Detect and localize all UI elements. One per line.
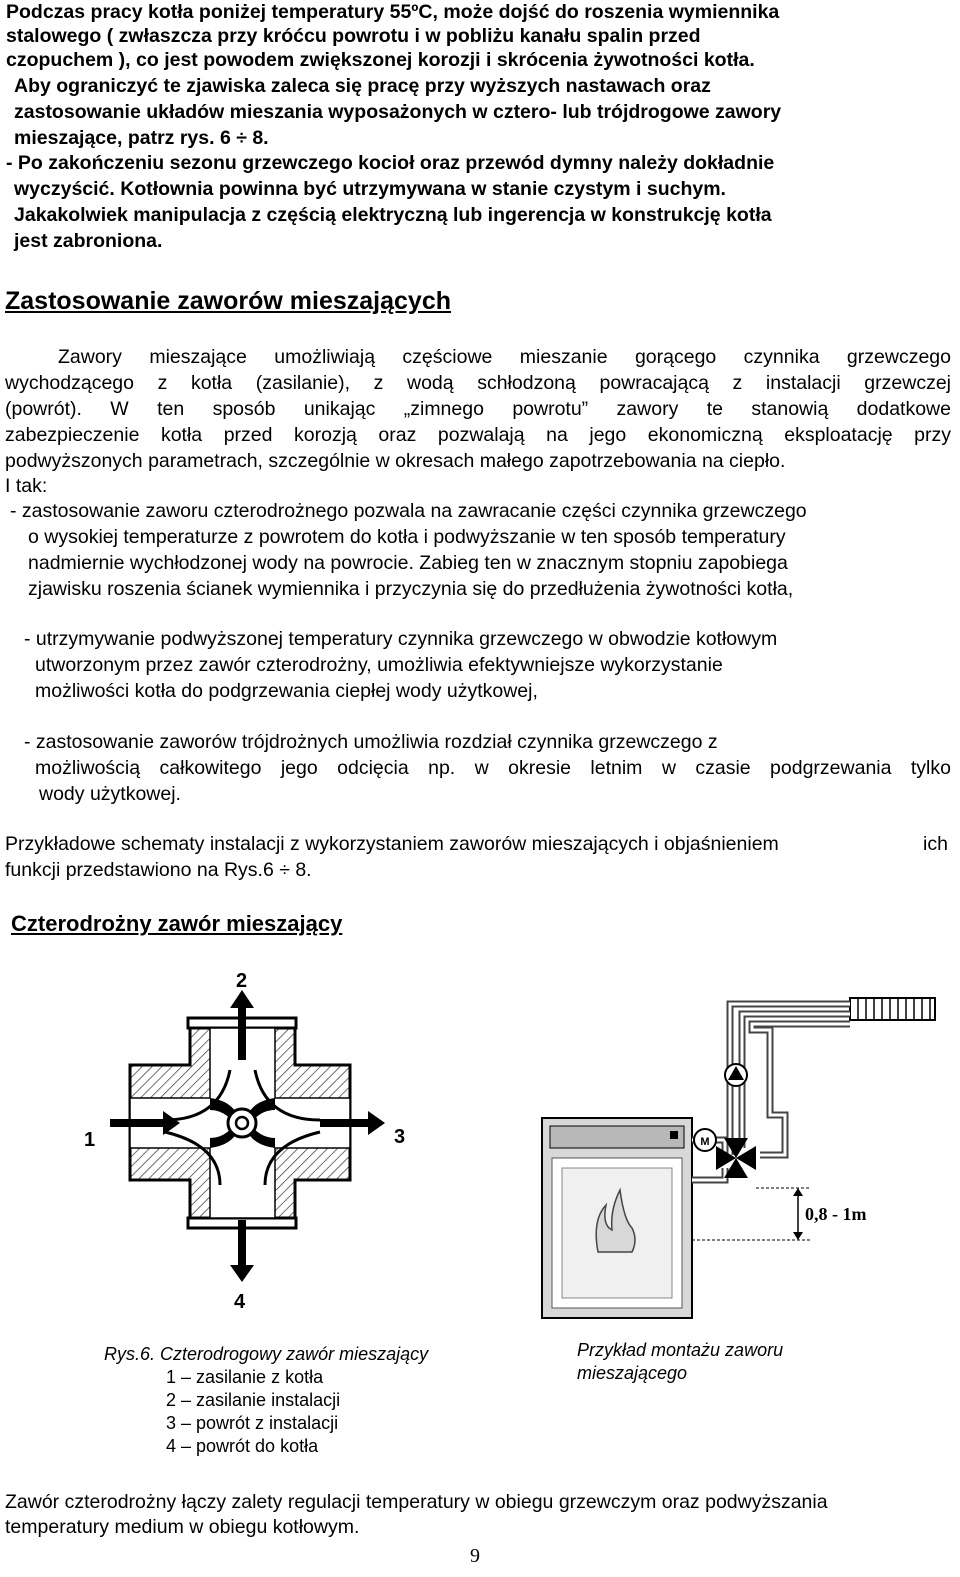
installation-caption: Przykład montażu zaworu [577, 1340, 784, 1360]
intro-line: mieszające, patrz rys. 6 ÷ 8. [14, 127, 269, 149]
paragraph-line: Zawory mieszające umożliwiają częściowe mieszanie gorącego czynnika grzewczego [58, 346, 951, 368]
bullet-line: - zastosowanie zaworów trójdrożnych umożliwia rozdział czynnika grzewczego z [24, 731, 718, 753]
intro-line: czopuchem ), co jest powodem zwiększonej korozji i skrócenia żywotności kotła. [6, 49, 755, 71]
subsection-title: Czterodrożny zawór mieszający [11, 911, 343, 936]
intro-line: wyczyścić. Kotłownia powinna być utrzymywana w stanie czystym i suchym. [14, 178, 726, 200]
intro-line: - Po zakończeniu sezonu grzewczego kocioł oraz przewód dymny należy dokładnie [6, 152, 775, 174]
example-line: funkcji przedstawiono na Rys.6 ÷ 8. [5, 859, 312, 881]
example-line: ich [923, 833, 948, 855]
figure-caption-item: 3 – powrót z instalacji [166, 1413, 339, 1433]
figure-caption-item: 2 – zasilanie instalacji [166, 1390, 341, 1410]
bullet-line: nadmiernie wychłodzonej wody na powrocie. Zabieg ten w znacznym stopniu zapobiega [28, 552, 788, 574]
intro-line: jest zabroniona. [14, 230, 163, 252]
bullet-line: o wysokiej temperaturze z powrotem do kotła i podwyższanie w ten sposób temperatury [28, 526, 786, 548]
closing-line: temperatury medium w obiegu kotłowym. [5, 1516, 360, 1538]
bullet-line: - utrzymywanie podwyższonej temperatury czynnika grzewczego w obwodzie kotłowym [24, 628, 778, 650]
bullet-line: wody użytkowej. [39, 783, 181, 805]
figure-caption-item: 1 – zasilanie z kotła [166, 1367, 324, 1387]
closing-line: Zawór czterodrożny łączy zalety regulacji temperatury w obiegu grzewczym oraz podwyższania [5, 1491, 828, 1513]
bullet-line: możliwości kotła do podgrzewania ciepłej wody użytkowej, [35, 680, 538, 702]
page-number: 9 [470, 1545, 480, 1567]
paragraph-line: I tak: [5, 475, 48, 497]
installation-caption: mieszającego [577, 1363, 688, 1383]
figure-caption-title [104, 1343, 428, 1366]
port-label-2: 2 [236, 970, 248, 992]
paragraph-line: podwyższonych parametrach, szczególnie w okresach małego zapotrzebowania na ciepło. [5, 450, 786, 472]
intro-line: stalowego ( zwłaszcza przy króćcu powrotu i w pobliżu kanału spalin przed [6, 25, 701, 47]
figure-caption-item: 4 – powrót do kotła [166, 1436, 319, 1456]
paragraph-line: zabezpieczenie kotła przed korozją oraz pozwalają na jego ekonomiczną eksploatację przy [5, 424, 951, 446]
intro-line: Jakakolwiek manipulacja z częścią elektryczną lub ingerencja w konstrukcję kotła [14, 204, 772, 226]
bullet-line: możliwością całkowitego jego odcięcia np. w okresie letnim w czasie podgrzewania tylko [35, 757, 951, 779]
intro-line: Podczas pracy kotła poniżej temperatury 55ºC, może dojść do roszenia wymiennika [6, 1, 780, 23]
section-title: Zastosowanie zaworów mieszających [5, 287, 451, 315]
paragraph-line: wychodzącego z kotła (zasilanie), z wodą schłodzoną powracającą z instalacji grzewczej [5, 372, 951, 394]
port-label-4: 4 [234, 1291, 246, 1313]
intro-line: zastosowanie układów mieszania wyposażonych w cztero- lub trójdrogowe zawory [14, 101, 782, 123]
four-way-valve-diagram [70, 960, 440, 1320]
mounting-height-label: 0,8 - 1m [805, 1204, 867, 1224]
installation-diagram [520, 990, 940, 1320]
intro-line: Aby ograniczyć te zjawiska zaleca się pracę przy wyższych nastawach oraz [14, 75, 711, 97]
example-line: Przykładowe schematy instalacji z wykorzystaniem zaworów mieszających i objaśnieniem [5, 833, 779, 855]
bullet-line: - zastosowanie zaworu czterodrożnego pozwala na zawracanie części czynnika grzewczego [10, 500, 807, 522]
port-label-1: 1 [84, 1129, 96, 1151]
bullet-line: utworzonym przez zawór czterodrożny, umożliwia efektywniejsze wykorzystanie [35, 654, 723, 676]
figure-caption-text: Rys.6. Czterodrogowy zawór mieszający [104, 1344, 429, 1364]
svg-text:M: M [700, 1136, 710, 1148]
bullet-line: zjawisku roszenia ścianek wymiennika i przyczynia się do przedłużenia żywotności kotła, [28, 578, 794, 600]
paragraph-line: (powrót). W ten sposób unikając „zimnego powrotu” zawory te stanowią dodatkowe [5, 398, 951, 420]
port-label-3: 3 [394, 1126, 406, 1148]
